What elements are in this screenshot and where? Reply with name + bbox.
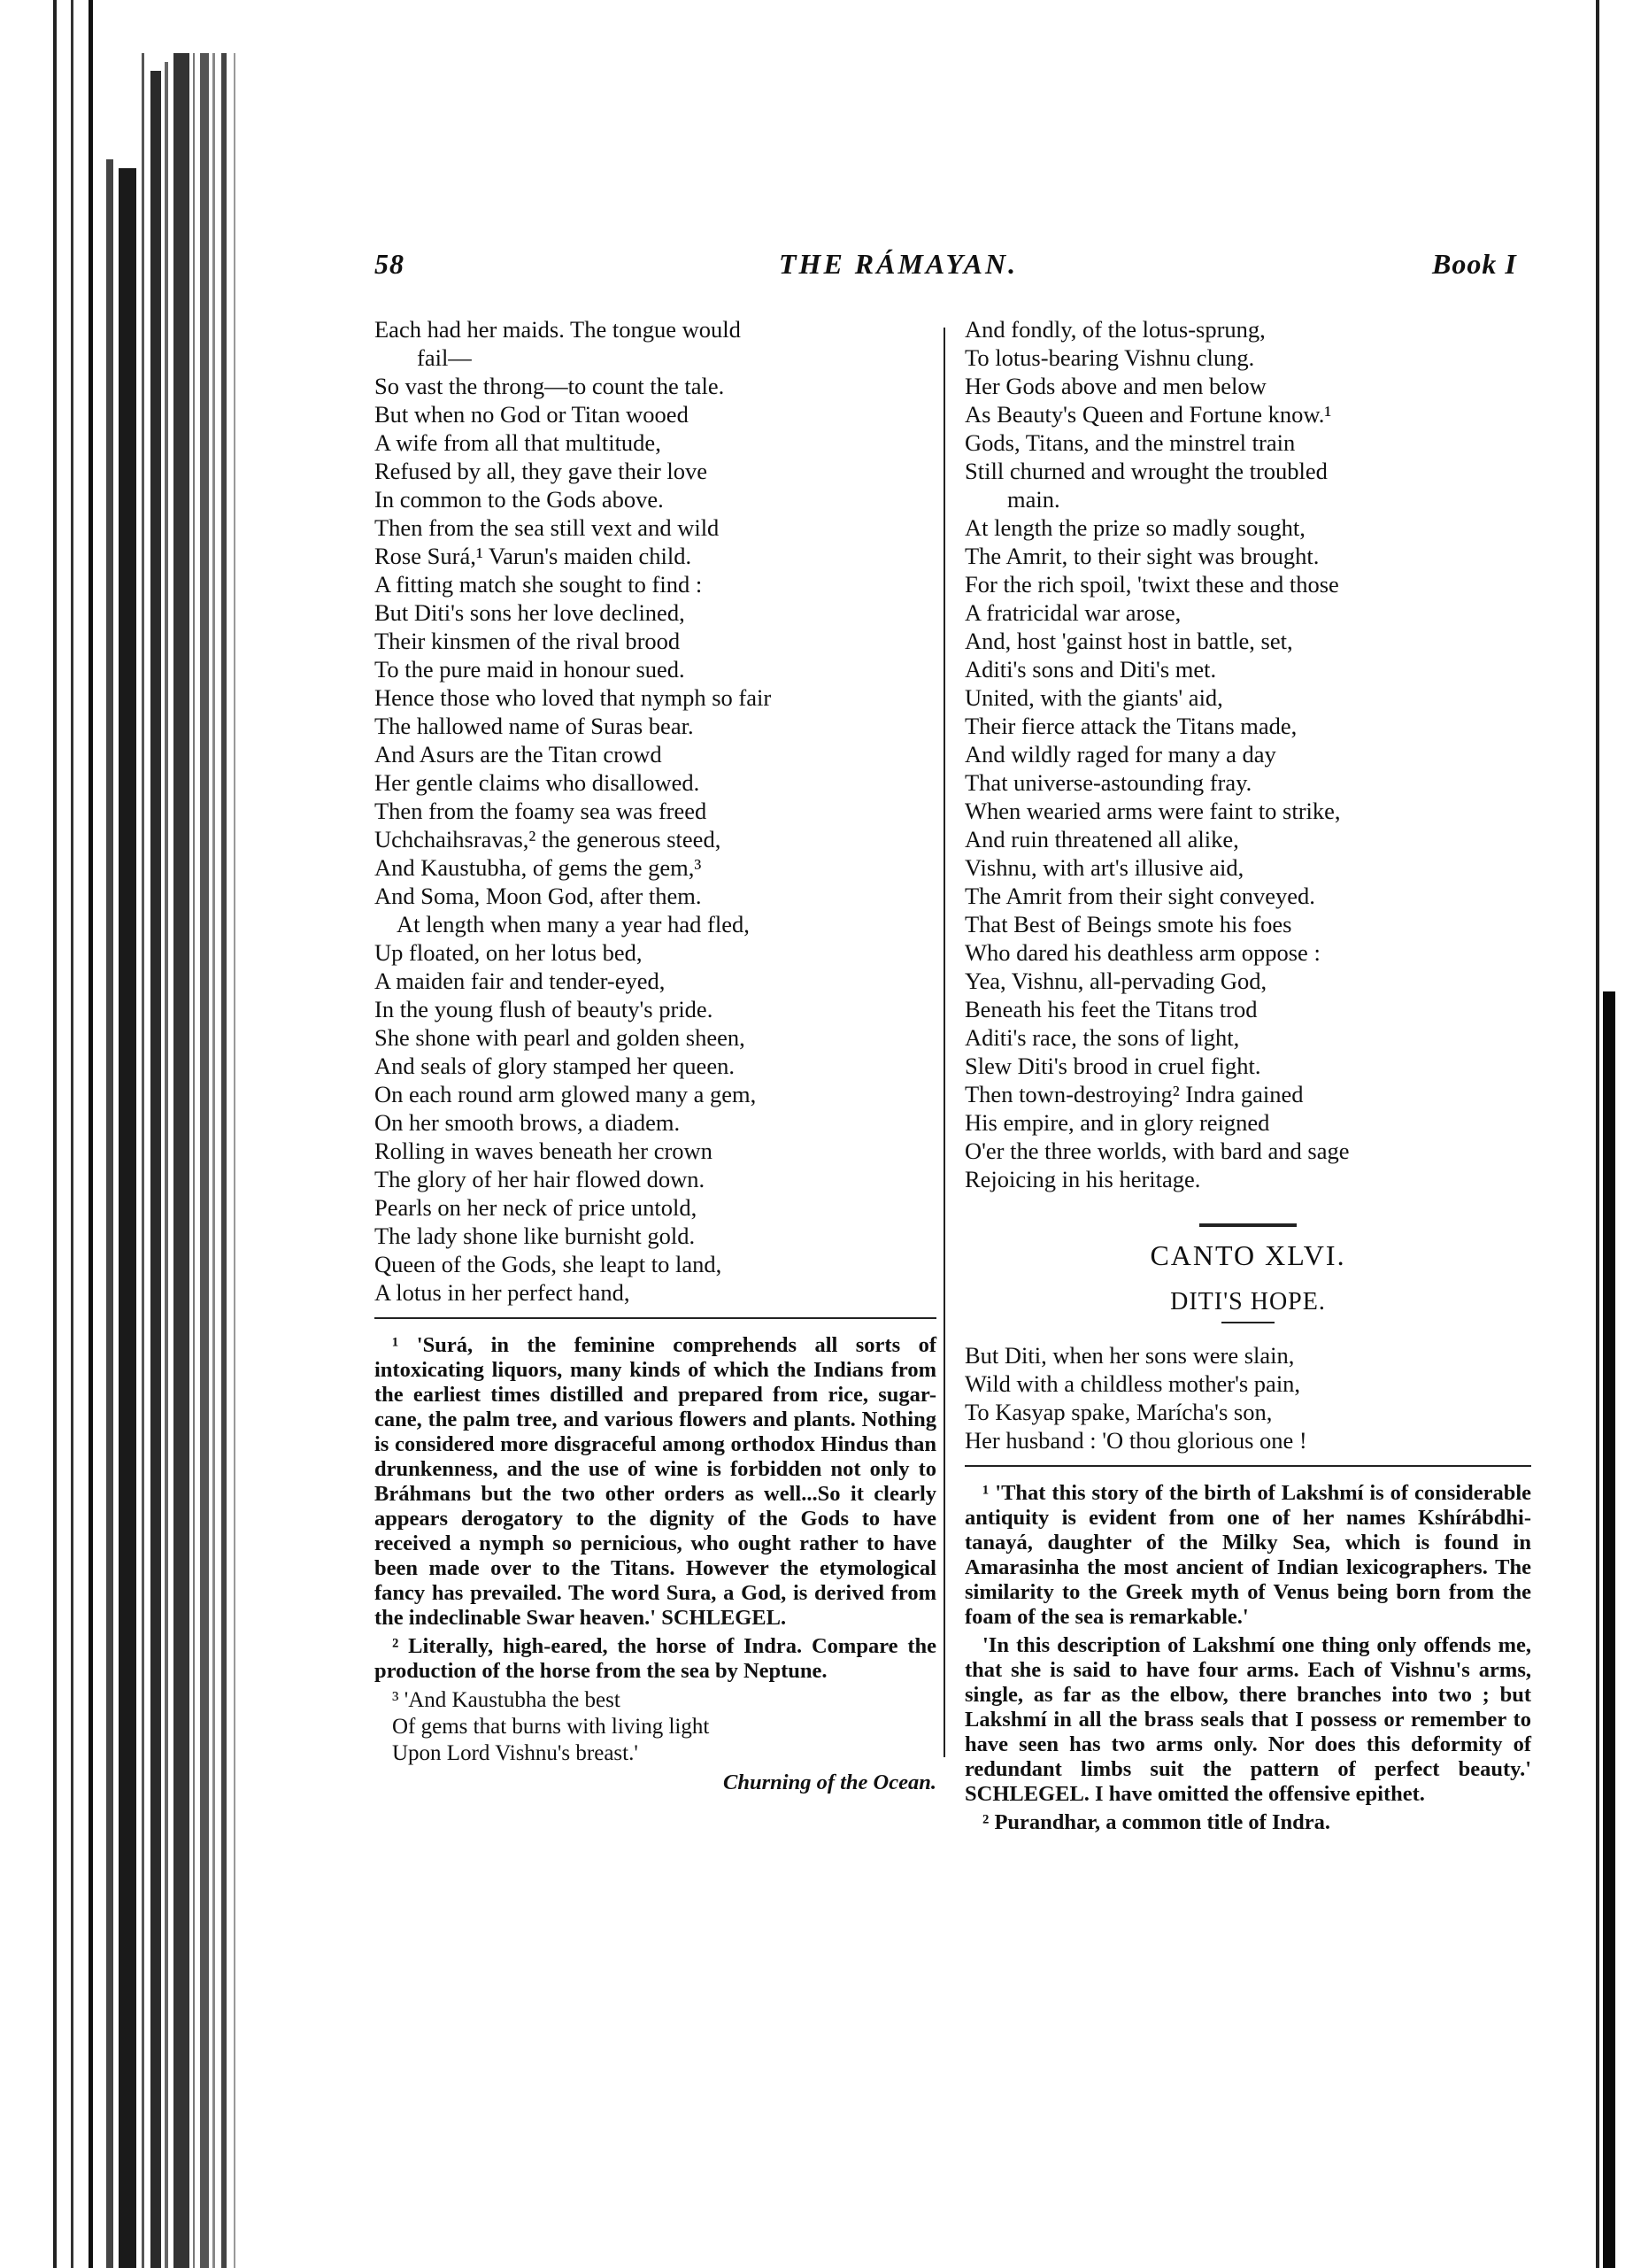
right-column <box>965 315 1531 1839</box>
verse-line: Queen of the Gods, she leapt to land, <box>374 1251 722 1277</box>
verse-line: Rose Surá,¹ Varun's maiden child. <box>374 543 692 569</box>
verse-line: Slew Diti's brood in cruel fight. <box>965 1053 1261 1079</box>
verse-line: A maiden fair and tender-eyed, <box>374 968 666 994</box>
verse-line: Rolling in waves beneath her crown <box>374 1138 713 1164</box>
footnote-1: ¹ 'Surá, in the feminine comprehends all sorts of intoxicating liquors, many kinds of which the Indians from the earliest times distilled and prepared from rice, sugar-cane, the palm tree, and various flowers and plants. Nothing is considered more disgraceful among orthodox Hindus than drunkenness, and the use of wine is forbidden not only to Bráhmans but the two other orders as well...So it clearly appears derogatory to the dignity of the Gods to have received a nymph so pernicious, who ought rather to have been made over to the Titans. However the etymological fancy has prevailed. The word Sura, a God, is derived from the indeclinable Swar heaven.' SCHLEGEL. <box>374 1333 936 1630</box>
verse-line: At length the prize so madly sought, <box>965 514 1306 541</box>
verse-line: That universe-astounding fray. <box>965 769 1252 796</box>
verse-line: As Beauty's Queen and Fortune know.¹ <box>965 401 1332 428</box>
left-column <box>374 315 936 1795</box>
right-verse <box>965 315 1531 1193</box>
verse-line: A wife from all that multitude, <box>374 429 661 456</box>
verse-line: So vast the throng—to count the tale. <box>374 373 725 399</box>
verse-line: The hallowed name of Suras bear. <box>374 713 694 739</box>
verse-line: Who dared his deathless arm oppose : <box>965 939 1321 966</box>
verse-line: The Amrit, to their sight was brought. <box>965 543 1320 569</box>
verse-line: Their fierce attack the Titans made, <box>965 713 1298 739</box>
canto-ornament <box>1199 1223 1297 1227</box>
verse-line: And seals of glory stamped her queen. <box>374 1053 735 1079</box>
verse-line: O'er the three worlds, with bard and sage <box>965 1138 1350 1164</box>
footnote-2: ² Literally, high-eared, the horse of Indra. Compare the production of the horse from the sea by Neptune. <box>374 1634 936 1683</box>
verse-line: In the young flush of beauty's pride. <box>374 996 713 1022</box>
verse-line: Her husband : 'O thou glorious one ! <box>965 1427 1307 1454</box>
footnote-3-line: ³ 'And Kaustubha the best <box>392 1688 620 1712</box>
verse-line: Hence those who loved that nymph so fair <box>374 684 772 711</box>
verse-line: To lotus-bearing Vishnu clung. <box>965 344 1255 371</box>
verse-line: Their kinsmen of the rival brood <box>374 628 681 654</box>
verse-line: Aditi's sons and Diti's met. <box>965 656 1217 683</box>
running-title: THE RÁMAYAN. <box>779 248 1019 280</box>
verse-line: Up floated, on her lotus bed, <box>374 939 643 966</box>
canto-title: CANTO XLVI. <box>1150 1239 1346 1271</box>
verse-line: Aditi's race, the sons of light, <box>965 1024 1240 1051</box>
verse-line: But when no God or Titan wooed <box>374 401 689 428</box>
verse-line: And, host 'gainst host in battle, set, <box>965 628 1293 654</box>
page-number: 58 <box>374 248 404 280</box>
verse-line: Still churned and wrought the troubled <box>965 458 1328 484</box>
verse-line: And wildly raged for many a day <box>965 741 1276 768</box>
verse-line: To Kasyap spake, Marícha's son, <box>965 1399 1273 1425</box>
verse-line: But Diti, when her sons were slain, <box>965 1342 1295 1369</box>
verse-line: To the pure maid in honour sued. <box>374 656 685 683</box>
verse-line: On her smooth brows, a diadem. <box>374 1109 681 1136</box>
verse-line: Yea, Vishnu, all-pervading God, <box>965 968 1267 994</box>
verse-line: And Asurs are the Titan crowd <box>374 741 662 768</box>
verse-line: And Soma, Moon God, after them. <box>374 883 702 909</box>
footnote-1a: ¹ 'That this story of the birth of Lakshmí is of considerable antiquity is evident from one of her names Kshírábdhi-tanayá, daughter of the Milky Sea, which is found in Amarasinha the most ancient of Indian lexicographers. The similarity to the Greek myth of Venus being born from the foam of the sea is remarkable.' <box>965 1481 1531 1629</box>
left-footnotes <box>374 1333 936 1795</box>
right-footnotes <box>965 1481 1531 1835</box>
verse-line: A fitting match she sought to find : <box>374 571 703 598</box>
verse-line: She shone with pearl and golden sheen, <box>374 1024 745 1051</box>
verse-line: Wild with a childless mother's pain, <box>965 1370 1301 1397</box>
verse-line: In common to the Gods above. <box>374 486 664 513</box>
verse-line: And fondly, of the lotus-sprung, <box>965 316 1266 343</box>
verse-line: The lady shone like burnisht gold. <box>374 1223 696 1249</box>
book-binding-edge <box>0 0 266 2268</box>
verse-line: Pearls on her neck of price untold, <box>374 1194 697 1221</box>
verse-line: fail— <box>417 344 472 371</box>
verse-line: And ruin threatened all alike, <box>965 826 1239 852</box>
verse-line: Rejoicing in his heritage. <box>965 1166 1201 1192</box>
column-divider <box>944 328 945 1757</box>
verse-line: And Kaustubha, of gems the gem,³ <box>374 854 702 881</box>
verse-line: But Diti's sons her love declined, <box>374 599 685 626</box>
verse-line: Her gentle claims who disallowed. <box>374 769 700 796</box>
verse-line: His empire, and in glory reigned <box>965 1109 1270 1136</box>
verse-line: That Best of Beings smote his foes <box>965 911 1292 937</box>
verse-line: Refused by all, they gave their love <box>374 458 708 484</box>
verse-line: When wearied arms were faint to strike, <box>965 798 1341 824</box>
verse-line: Her Gods above and men below <box>965 373 1267 399</box>
footnote-rule <box>374 1317 936 1319</box>
verse-line: Gods, Titans, and the minstrel train <box>965 429 1296 456</box>
footnote-3-line: Of gems that burns with living light <box>392 1715 710 1739</box>
verse-line: The glory of her hair flowed down. <box>374 1166 705 1192</box>
verse-line: A lotus in her perfect hand, <box>374 1279 630 1306</box>
book-label: Book I <box>1432 248 1517 280</box>
verse-line: Vishnu, with art's illusive aid, <box>965 854 1244 881</box>
verse-line: The Amrit from their sight conveyed. <box>965 883 1315 909</box>
verse-line: Uchchaihsravas,² the generous steed, <box>374 826 721 852</box>
verse-line: main. <box>1007 486 1060 513</box>
verse-line: Then town-destroying² Indra gained <box>965 1081 1304 1107</box>
verse-line: A fratricidal war arose, <box>965 599 1182 626</box>
footnote-3-line: Upon Lord Vishnu's breast.' <box>392 1741 638 1765</box>
verse-line: United, with the giants' aid, <box>965 684 1223 711</box>
footnote-2: ² Purandhar, a common title of Indra. <box>982 1810 1331 1834</box>
verse-line: On each round arm glowed many a gem, <box>374 1081 757 1107</box>
verse-line: For the rich spoil, 'twixt these and those <box>965 571 1339 598</box>
verse-line: Beneath his feet the Titans trod <box>965 996 1258 1022</box>
verse-line: Each had her maids. The tongue would <box>374 316 741 343</box>
canto-subtitle: DITI'S HOPE. <box>1170 1288 1326 1315</box>
verse-line: At length when many a year had fled, <box>397 911 750 937</box>
footnote-rule <box>965 1465 1531 1467</box>
footnote-3-citation: Churning of the Ocean. <box>723 1770 936 1794</box>
left-verse <box>374 315 936 1307</box>
page-right-edge <box>1596 0 1617 2268</box>
canto-subtitle-rule <box>1221 1322 1275 1323</box>
footnote-1b: 'In this description of Lakshmí one thing only offends me, that she is said to have four arms. Each of Vishnu's arms, single, as far as the elbow, there branches into two ; but Lakshmí in all the brass seals that I possess or remember to have seen has two arms only. Nor does this deformity of redundant limbs suit the pattern of perfect beauty.' SCHLEGEL. I have omitted the offensive epithet. <box>965 1633 1531 1806</box>
verse-line: Then from the sea still vext and wild <box>374 514 720 541</box>
canto-verse <box>965 1341 1531 1454</box>
verse-line: Then from the foamy sea was freed <box>374 798 707 824</box>
